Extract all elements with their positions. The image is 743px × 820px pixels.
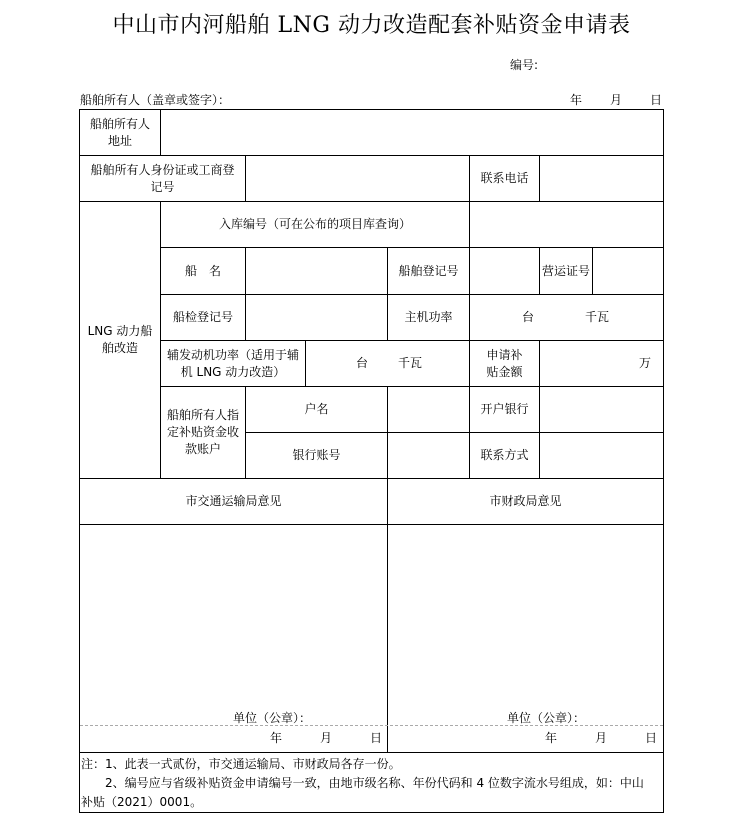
contact-method-label: 联系方式 [469, 432, 540, 479]
inspection-reg-field[interactable] [245, 294, 388, 341]
finance-opinion-label: 市财政局意见 [387, 478, 664, 525]
finance-seal-label: 单位（公章）： [507, 711, 586, 725]
units-label: 台 [522, 310, 535, 324]
main-engine-power-label: 主机功率 [387, 294, 470, 341]
transport-date-day: 日 [370, 731, 383, 745]
storage-no-label: 入库编号（可在公布的项目库查询） [160, 201, 470, 248]
aux-engine-power-label: 辅发动机功率（适用于辅机 LNG 动力改造） [160, 340, 306, 387]
ship-name-field[interactable] [245, 247, 388, 295]
owner-id-label: 船舶所有人身份证或工商登记号 [79, 155, 246, 202]
date-day: 日 [650, 93, 663, 107]
owner-address-field[interactable] [160, 109, 664, 156]
note-line-1: 注：1、此表一式贰份，市交通运输局、市财政局各存一份。 [81, 757, 401, 771]
transport-date-month: 月 [320, 731, 333, 745]
ship-reg-label: 船舶登记号 [387, 247, 470, 295]
account-name-field[interactable] [387, 386, 470, 433]
ship-reg-field[interactable] [469, 247, 540, 295]
bank-field[interactable] [539, 386, 664, 433]
operation-cert-label: 营运证号 [539, 247, 593, 295]
bank-label: 开户银行 [469, 386, 540, 433]
account-label: 船舶所有人指定补贴资金收款账户 [160, 386, 246, 479]
transport-seal-label: 单位（公章）： [233, 711, 312, 725]
aux-units-label: 台 [356, 356, 369, 370]
aux-kw-label: 千瓦 [398, 356, 423, 370]
kw-label: 千瓦 [585, 310, 610, 324]
subsidy-amount-field[interactable] [539, 340, 664, 387]
owner-address-label: 船舶所有人地址 [79, 109, 161, 156]
date-month: 月 [610, 93, 623, 107]
owner-id-field[interactable] [245, 155, 470, 202]
contact-phone-field[interactable] [539, 155, 664, 202]
owner-sign-label: 船舶所有人（盖章或签字）： [80, 93, 231, 107]
finance-date-day: 日 [645, 731, 658, 745]
inspection-reg-label: 船检登记号 [160, 294, 246, 341]
note-line-2: 2、编号应与省级补贴资金申请编号一致，由地市级名称、年份代码和 4 位数字流水号组成，如：中山 [105, 776, 644, 790]
contact-method-field[interactable] [539, 432, 664, 479]
wan-label: 万 [638, 356, 651, 370]
transport-date-year: 年 [270, 731, 283, 745]
contact-phone-label: 联系电话 [469, 155, 540, 202]
note-line-3: 补贴（2021）0001。 [81, 795, 203, 809]
finance-date-month: 月 [595, 731, 608, 745]
aux-engine-power-field[interactable] [305, 340, 470, 387]
bank-account-label: 银行账号 [245, 432, 388, 479]
account-name-label: 户名 [245, 386, 388, 433]
serial-label: 编号: [510, 58, 539, 72]
page-title: 中山市内河船舶 LNG 动力改造配套补贴资金申请表 [112, 13, 631, 38]
operation-cert-field[interactable] [592, 247, 664, 295]
lng-section-label: LNG 动力船舶改造 [79, 201, 161, 479]
subsidy-amount-label: 申请补贴金额 [469, 340, 540, 387]
finance-date-year: 年 [545, 731, 558, 745]
ship-name-label: 船 名 [160, 247, 246, 295]
storage-no-field[interactable] [469, 201, 664, 248]
main-engine-power-field[interactable] [469, 294, 664, 341]
date-year: 年 [570, 93, 583, 107]
bank-account-field[interactable] [387, 432, 470, 479]
transport-opinion-label: 市交通运输局意见 [79, 478, 388, 525]
